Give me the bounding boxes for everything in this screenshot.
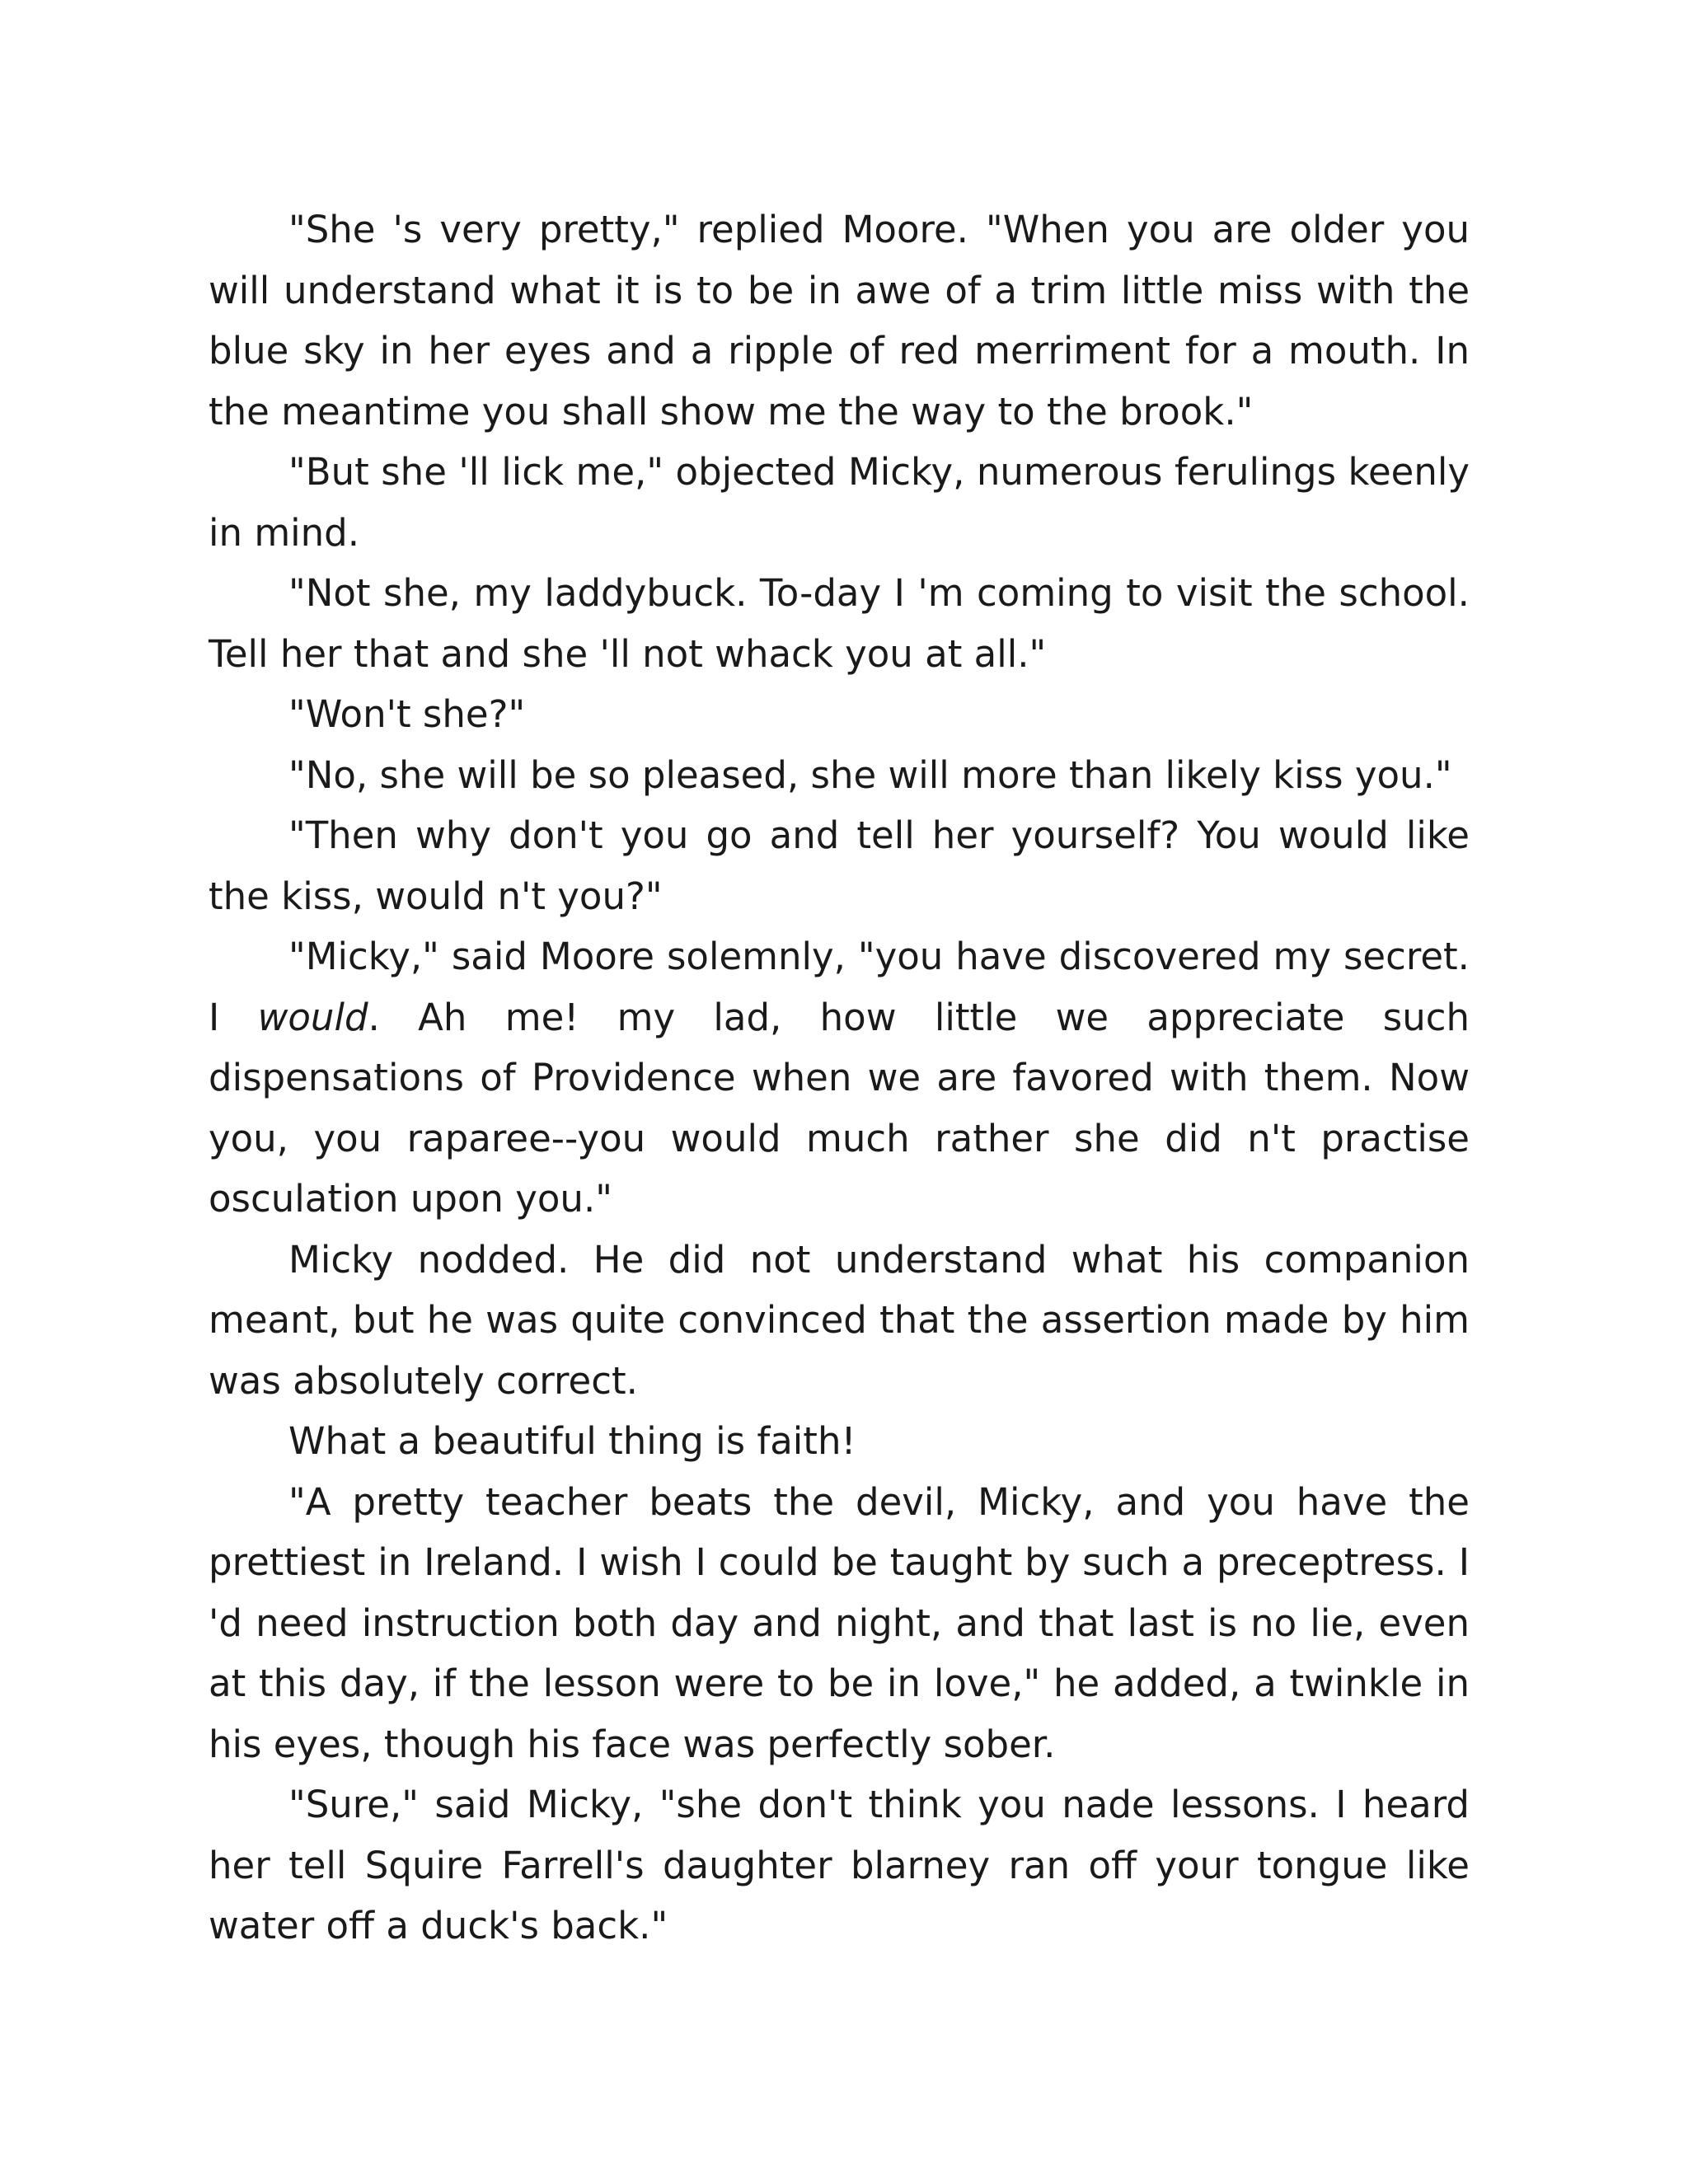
- paragraph: "Then why don't you go and tell her yourself? You would like the kiss, would n't you?": [209, 813, 1470, 918]
- emphasized-word: would: [257, 995, 368, 1039]
- paragraph: "Not she, my laddybuck. To-day I 'm coming to visit the school. Tell her that and she 'll not whack you at all.": [209, 571, 1470, 676]
- paragraph-text: . Ah me! my lad, how little we appreciate such dispensations of Providence when we are favored with them. Now you, you raparee--you would much rather she did n't practise osculation upon you.": [209, 995, 1470, 1221]
- paragraph: "She 's very pretty," replied Moore. "When you are older you will understand what it is to be in awe of a trim little miss with the blue sky in her eyes and a ripple of red merriment for a mouth. In the meantime you shall show me the way to the brook.": [209, 208, 1470, 434]
- paragraph: What a beautiful thing is faith!: [288, 1419, 856, 1463]
- paragraph: "But she 'll lick me," objected Micky, numerous ferulings keenly in mind.: [209, 450, 1470, 555]
- paragraph: "Sure," said Micky, "she don't think you nade lessons. I heard her tell Squire Farrell's daughter blarney ran off your tongue like water off a duck's back.": [209, 1783, 1470, 1947]
- paragraph: [209, 926, 1470, 1230]
- page-body: [209, 199, 1470, 1957]
- paragraph: "No, she will be so pleased, she will more than likely kiss you.": [288, 752, 1452, 797]
- paragraph: "Won't she?": [288, 692, 526, 736]
- paragraph: Micky nodded. He did not understand what his companion meant, but he was quite convinced that the assertion made by him was absolutely correct.: [209, 1237, 1470, 1403]
- paragraph-text: "Micky," said Moore solemnly, "you have discovered my secret. I: [209, 935, 1470, 1039]
- paragraph: "A pretty teacher beats the devil, Micky, and you have the prettiest in Ireland. I wish I could be taught by such a preceptress. I 'd need instruction both day and night, and that last is no lie, even at this day, if the lesson were to be in love," he added, a twinkle in his eyes, though his face was perfectly sober.: [209, 1479, 1470, 1766]
